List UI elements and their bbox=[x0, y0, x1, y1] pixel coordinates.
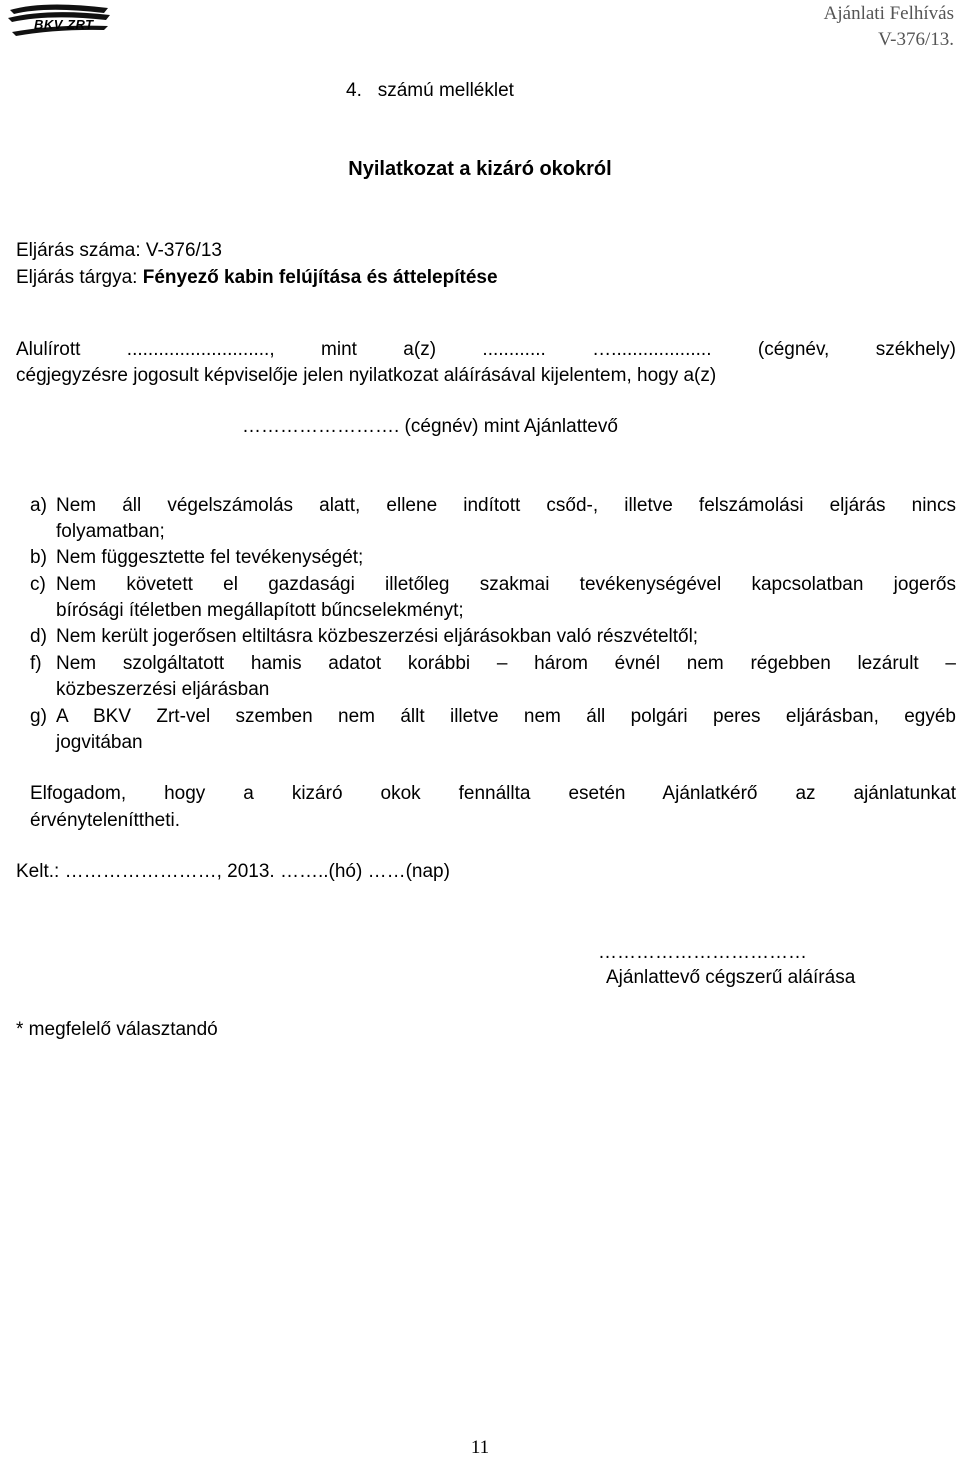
procedure-number-label: Eljárás száma: bbox=[16, 240, 141, 261]
document-header bbox=[824, 1, 954, 53]
annex-number: 4. bbox=[346, 80, 362, 101]
item-text: Nem követett el gazdasági illetőleg szakmai tevékenységével kapcsolatban jogerős bbox=[56, 574, 956, 595]
acceptance-line-1: Elfogadom, hogy a kizáró okok fennállta esetén Ajánlatkérő az ajánlatunkat bbox=[30, 783, 956, 804]
bkv-logo bbox=[4, 2, 116, 38]
list-item bbox=[30, 545, 956, 571]
list-item bbox=[30, 704, 956, 756]
procedure-number-value: V-376/13 bbox=[145, 240, 222, 261]
item-label: b) bbox=[30, 547, 47, 568]
annex-label: számú melléklet bbox=[377, 80, 514, 101]
procedure-subject-label: Eljárás tárgya: bbox=[16, 267, 138, 288]
date-line: Kelt.: ……………………, 2013. ……..(hó) ……(nap) bbox=[16, 861, 450, 882]
declaration-line-2: cégjegyzésre jogosult képviselője jelen nyilatkozat aláírásával kijelentem, hogy a(z) bbox=[16, 365, 717, 386]
declaration-line-1: Alulírott ..........................., mint a(z) ............ …................... (cégnév, székhely) bbox=[16, 339, 956, 360]
list-item bbox=[30, 572, 956, 624]
footnote: * megfelelő választandó bbox=[16, 1019, 218, 1040]
item-text-continued: jogvitában bbox=[56, 732, 143, 753]
item-text: A BKV Zrt-vel szemben nem állt illetve nem áll polgári peres eljárásban, egyéb bbox=[56, 706, 956, 727]
logo-text: BKV ZRT bbox=[34, 17, 94, 32]
item-text-continued: közbeszerzési eljárásban bbox=[56, 679, 270, 700]
item-text: Nem szolgáltatott hamis adatot korábbi – három évnél nem régebben lezárult – bbox=[56, 653, 956, 674]
list-item bbox=[30, 651, 956, 703]
item-label: d) bbox=[30, 626, 47, 647]
item-label: a) bbox=[30, 495, 47, 516]
procedure-subject-value: Fényező kabin felújítása és áttelepítése bbox=[142, 267, 498, 288]
item-label: c) bbox=[30, 574, 46, 595]
signature-label: Ajánlattevő cégszerű aláírása bbox=[606, 967, 856, 988]
page-number: 11 bbox=[470, 1437, 490, 1458]
item-label: g) bbox=[30, 706, 47, 727]
procedure-subject bbox=[16, 267, 498, 289]
list-item bbox=[30, 493, 956, 545]
signature-dots: …………………………… bbox=[598, 942, 807, 963]
page-title: Nyilatkozat a kizáró okokról bbox=[348, 158, 612, 180]
item-text: Nem került jogerősen eltiltásra közbeszerzési eljárásokban való részvételtől; bbox=[56, 626, 699, 647]
item-text: Nem áll végelszámolás alatt, ellene indított csőd-, illetve felszámolási eljárás nincs bbox=[56, 495, 956, 516]
item-text-continued: bírósági ítéletben megállapított bűncselekményt; bbox=[56, 600, 464, 621]
list-item bbox=[30, 624, 956, 650]
document-reference: V-376/13. bbox=[878, 29, 954, 50]
company-line: ……………………. (cégnév) mint Ajánlattevő bbox=[242, 416, 618, 437]
acceptance-line-2: érvényteleníttheti. bbox=[30, 810, 180, 831]
item-text: Nem függesztette fel tevékenységét; bbox=[56, 547, 364, 568]
document-type: Ajánlati Felhívás bbox=[823, 3, 954, 24]
procedure-number bbox=[16, 240, 222, 262]
item-label: f) bbox=[30, 653, 42, 674]
item-text-continued: folyamatban; bbox=[56, 521, 165, 542]
annex-heading bbox=[0, 80, 960, 102]
